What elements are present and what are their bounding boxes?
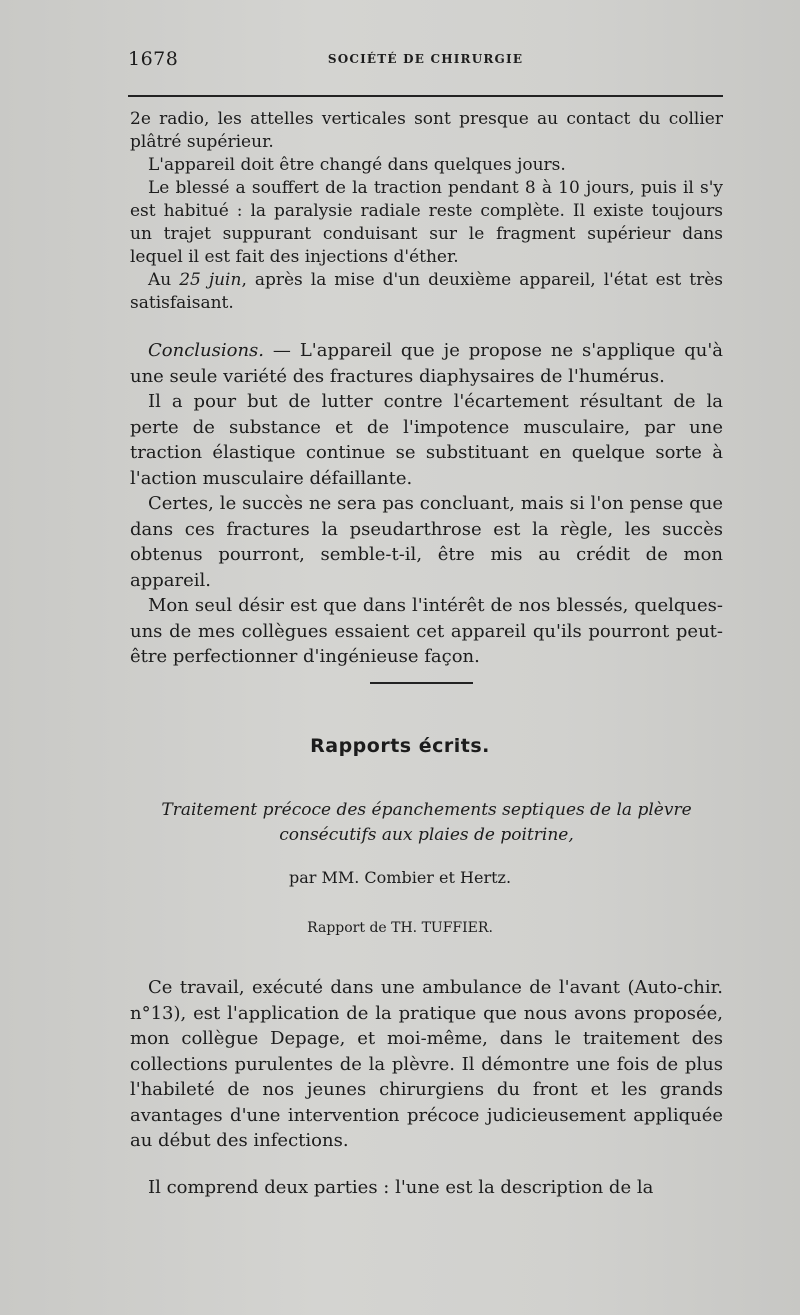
paragraph: Il a pour but de lutter contre l'écartement résultant de la perte de substance et de l'impotence musculaire, par une traction élastique continue se substituant en quelque sorte à l'action musculaire défaillante. (130, 391, 723, 489)
paragraph: Mon seul désir est que dans l'intérêt de nos blessés, quelques-uns de mes collègues essaient cet appareil qu'ils pourront peut-être perfectionner d'ingénieuse façon. (130, 595, 723, 667)
article-title: Traitement précoce des épanchements septiques de la plèvre consécutifs aux plaies de poitrine, (161, 800, 692, 845)
article-authors: par MM. Combier et Hertz. (288, 868, 512, 887)
report-text (130, 975, 723, 1154)
page-number: 1678 (128, 48, 179, 70)
page-header (128, 48, 723, 78)
paragraph: 2e radio, les attelles verticales sont presque au contact du collier plâtré supérieur. (130, 109, 723, 152)
paragraph (130, 338, 723, 389)
section-divider (370, 682, 473, 684)
report-byline: Rapport de TH. TUFFIER. (307, 920, 493, 936)
text-run: Au (148, 270, 180, 290)
paragraph: L'appareil doit être changé dans quelques jours. (148, 155, 566, 175)
paragraph: Il comprend deux parties : l'une est la description de la (148, 1177, 654, 1198)
conclusions-label: Conclusions. (148, 340, 265, 361)
paragraph (130, 269, 723, 315)
paragraph: Ce travail, exécuté dans une ambulance de l'avant (Auto-chir. n°13), est l'application de la pratique que nous avons proposée, mon collègue Depage, et moi-même, dans le traitement des collections purulentes de la plèvre. Il démontre une fois de plus l'habileté de nos jeunes chirurgiens du front et les grands avantages d'une intervention précoce judicieusement appliquée au début des infections. (130, 977, 723, 1151)
text-run: — L'appareil que je propose ne s'applique qu'à une seule variété des fractures diaphysaires de l'humérus. (130, 340, 723, 387)
case-report-text (130, 108, 723, 315)
section-title: Rapports écrits. (310, 735, 490, 757)
text-run: , après la mise d'un deuxième appareil, l'état est très satisfaisant. (130, 270, 723, 313)
report-text-continued (130, 1175, 723, 1201)
paragraph: Certes, le succès ne sera pas concluant, mais si l'on pense que dans ces fractures la pseudarthrose est la règle, les succès obtenus pourront, semble-t-il, être mis au crédit de mon appareil. (130, 493, 723, 591)
running-head: SOCIÉTÉ DE CHIRURGIE (327, 52, 524, 66)
conclusions-section (130, 338, 723, 670)
paragraph: Le blessé a souffert de la traction pendant 8 à 10 jours, puis il s'y est habitué : la paralysie radiale reste complète. Il existe toujours un trajet suppurant conduisant sur le fragment supérieur dans lequel il est fait des injections d'éther. (130, 178, 723, 267)
header-rule (128, 95, 723, 97)
date-text: 25 juin (179, 270, 242, 290)
